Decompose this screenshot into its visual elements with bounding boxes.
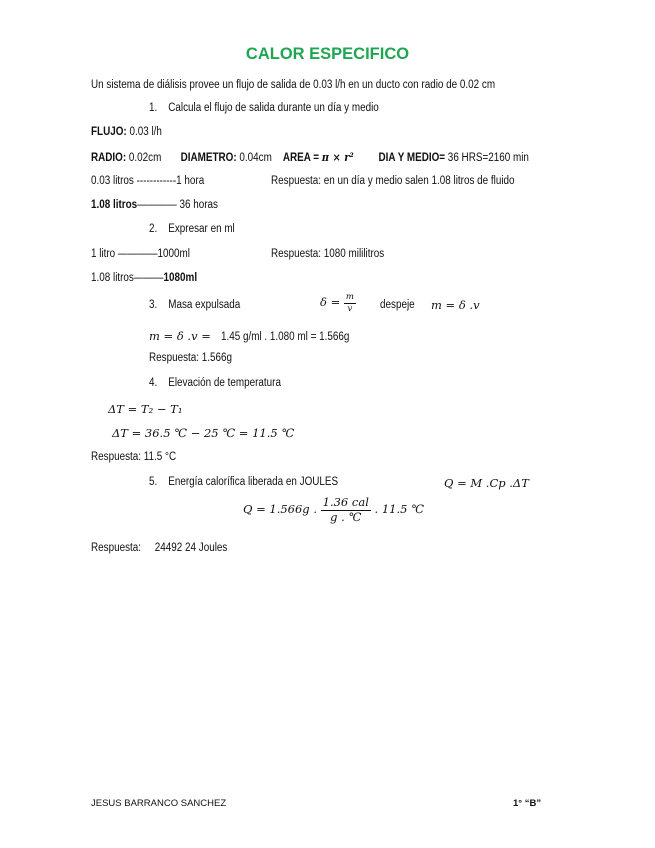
area-label: AREA = <box>282 152 320 164</box>
heat-calc-fraction-den: g . ℃ <box>330 509 362 524</box>
respuesta-5 <box>91 542 227 554</box>
dia-value: 36 HRS=2160 min <box>445 152 529 164</box>
heat-calc <box>243 497 424 523</box>
question-4-text: Elevación de temperatura <box>168 377 281 389</box>
question-2-number: 2. <box>149 223 158 235</box>
heat-calc-prefix: Q = 1.566g . <box>243 502 317 516</box>
density-eq: δ = <box>320 295 341 309</box>
line-108-litros <box>91 199 218 211</box>
respuesta-2: Respuesta: 1080 mililitros <box>271 248 385 260</box>
question-2 <box>149 223 235 235</box>
flujo-value: 0.03 l/h <box>126 126 162 138</box>
question-1-number: 1. <box>149 102 158 114</box>
question-2-text: Expresar en ml <box>168 223 235 235</box>
despeje-label: despeje <box>380 299 415 311</box>
footer-group: 1° “B” <box>513 798 542 809</box>
dia-label: DIA Y MEDIO= <box>378 152 446 164</box>
flujo-label: FLUJO: <box>91 126 127 138</box>
diametro-value: 0.04cm <box>236 152 272 164</box>
mass-calc-values: 1.45 g/ml . 1.080 ml = 1.566g <box>221 331 350 343</box>
density-fraction-den: v <box>347 303 353 314</box>
line-108-ml <box>91 272 197 284</box>
heat-calc-fraction-num: 1.36 cal <box>322 495 369 509</box>
mass-calc-formula: m = δ .v = <box>149 329 211 343</box>
radio-label: RADIO: <box>91 152 127 164</box>
question-5-text: Energía calorífica liberada en JOULES <box>168 476 339 488</box>
question-1-text: Calcula el flujo de salida durante un día y medio <box>168 102 379 114</box>
delta-t-formula: ΔT = T₂ − T₁ <box>108 402 183 416</box>
density-fraction-num: m <box>345 292 354 302</box>
area-formula: π × r² <box>321 150 354 164</box>
question-3 <box>149 299 240 311</box>
question-4 <box>149 377 281 389</box>
delta-t-calc: ΔT = 36.5 ℃ − 25 ℃ = 11.5 ℃ <box>112 426 295 440</box>
question-3-number: 3. <box>149 299 158 311</box>
respuesta-5-label: Respuesta: <box>91 542 142 554</box>
respuesta-1: Respuesta: en un día y medio salen 1.08 litros de fluido <box>271 175 515 187</box>
litros-hora-line: 0.03 litros ------------1 hora <box>91 175 205 187</box>
params-line <box>91 150 529 164</box>
footer-author: JESUS BARRANCO SANCHEZ <box>91 798 227 809</box>
line-108-rest: ———— 36 horas <box>137 199 218 211</box>
density-fraction <box>344 293 356 313</box>
line-108-ml-bold: 1080ml <box>163 272 198 284</box>
radio-value: 0.02cm <box>126 152 162 164</box>
heat-formula: Q = M .Cp .ΔT <box>444 476 529 490</box>
page-title: CALOR ESPECIFICO <box>245 45 410 63</box>
heat-calc-fraction <box>321 497 371 523</box>
density-formula <box>320 293 356 313</box>
problem-statement: Un sistema de diálisis provee un flujo de salida de 0.03 l/h en un ducto con radio de 0.02 cm <box>91 79 496 91</box>
question-5-number: 5. <box>149 476 158 488</box>
line-108-bold: 1.08 litros <box>91 199 138 211</box>
question-4-number: 4. <box>149 377 158 389</box>
diametro-label: DIAMETRO: <box>180 152 237 164</box>
respuesta-4: Respuesta: 11.5 °C <box>91 451 177 463</box>
flujo-line <box>91 126 162 138</box>
mass-calc-line <box>149 327 371 345</box>
line-108-ml-prefix: 1.08 litros——— <box>91 272 164 284</box>
heat-calc-suffix: . 11.5 ℃ <box>374 502 424 516</box>
question-1 <box>149 102 379 114</box>
respuesta-3: Respuesta: 1.566g <box>149 352 233 364</box>
mass-formula: m = δ .v <box>431 298 480 312</box>
question-5 <box>149 476 338 488</box>
question-3-text: Masa expulsada <box>168 299 241 311</box>
respuesta-5-value: 24492 24 Joules <box>154 542 228 554</box>
litro-ml-line: 1 litro ————1000ml <box>91 248 190 260</box>
